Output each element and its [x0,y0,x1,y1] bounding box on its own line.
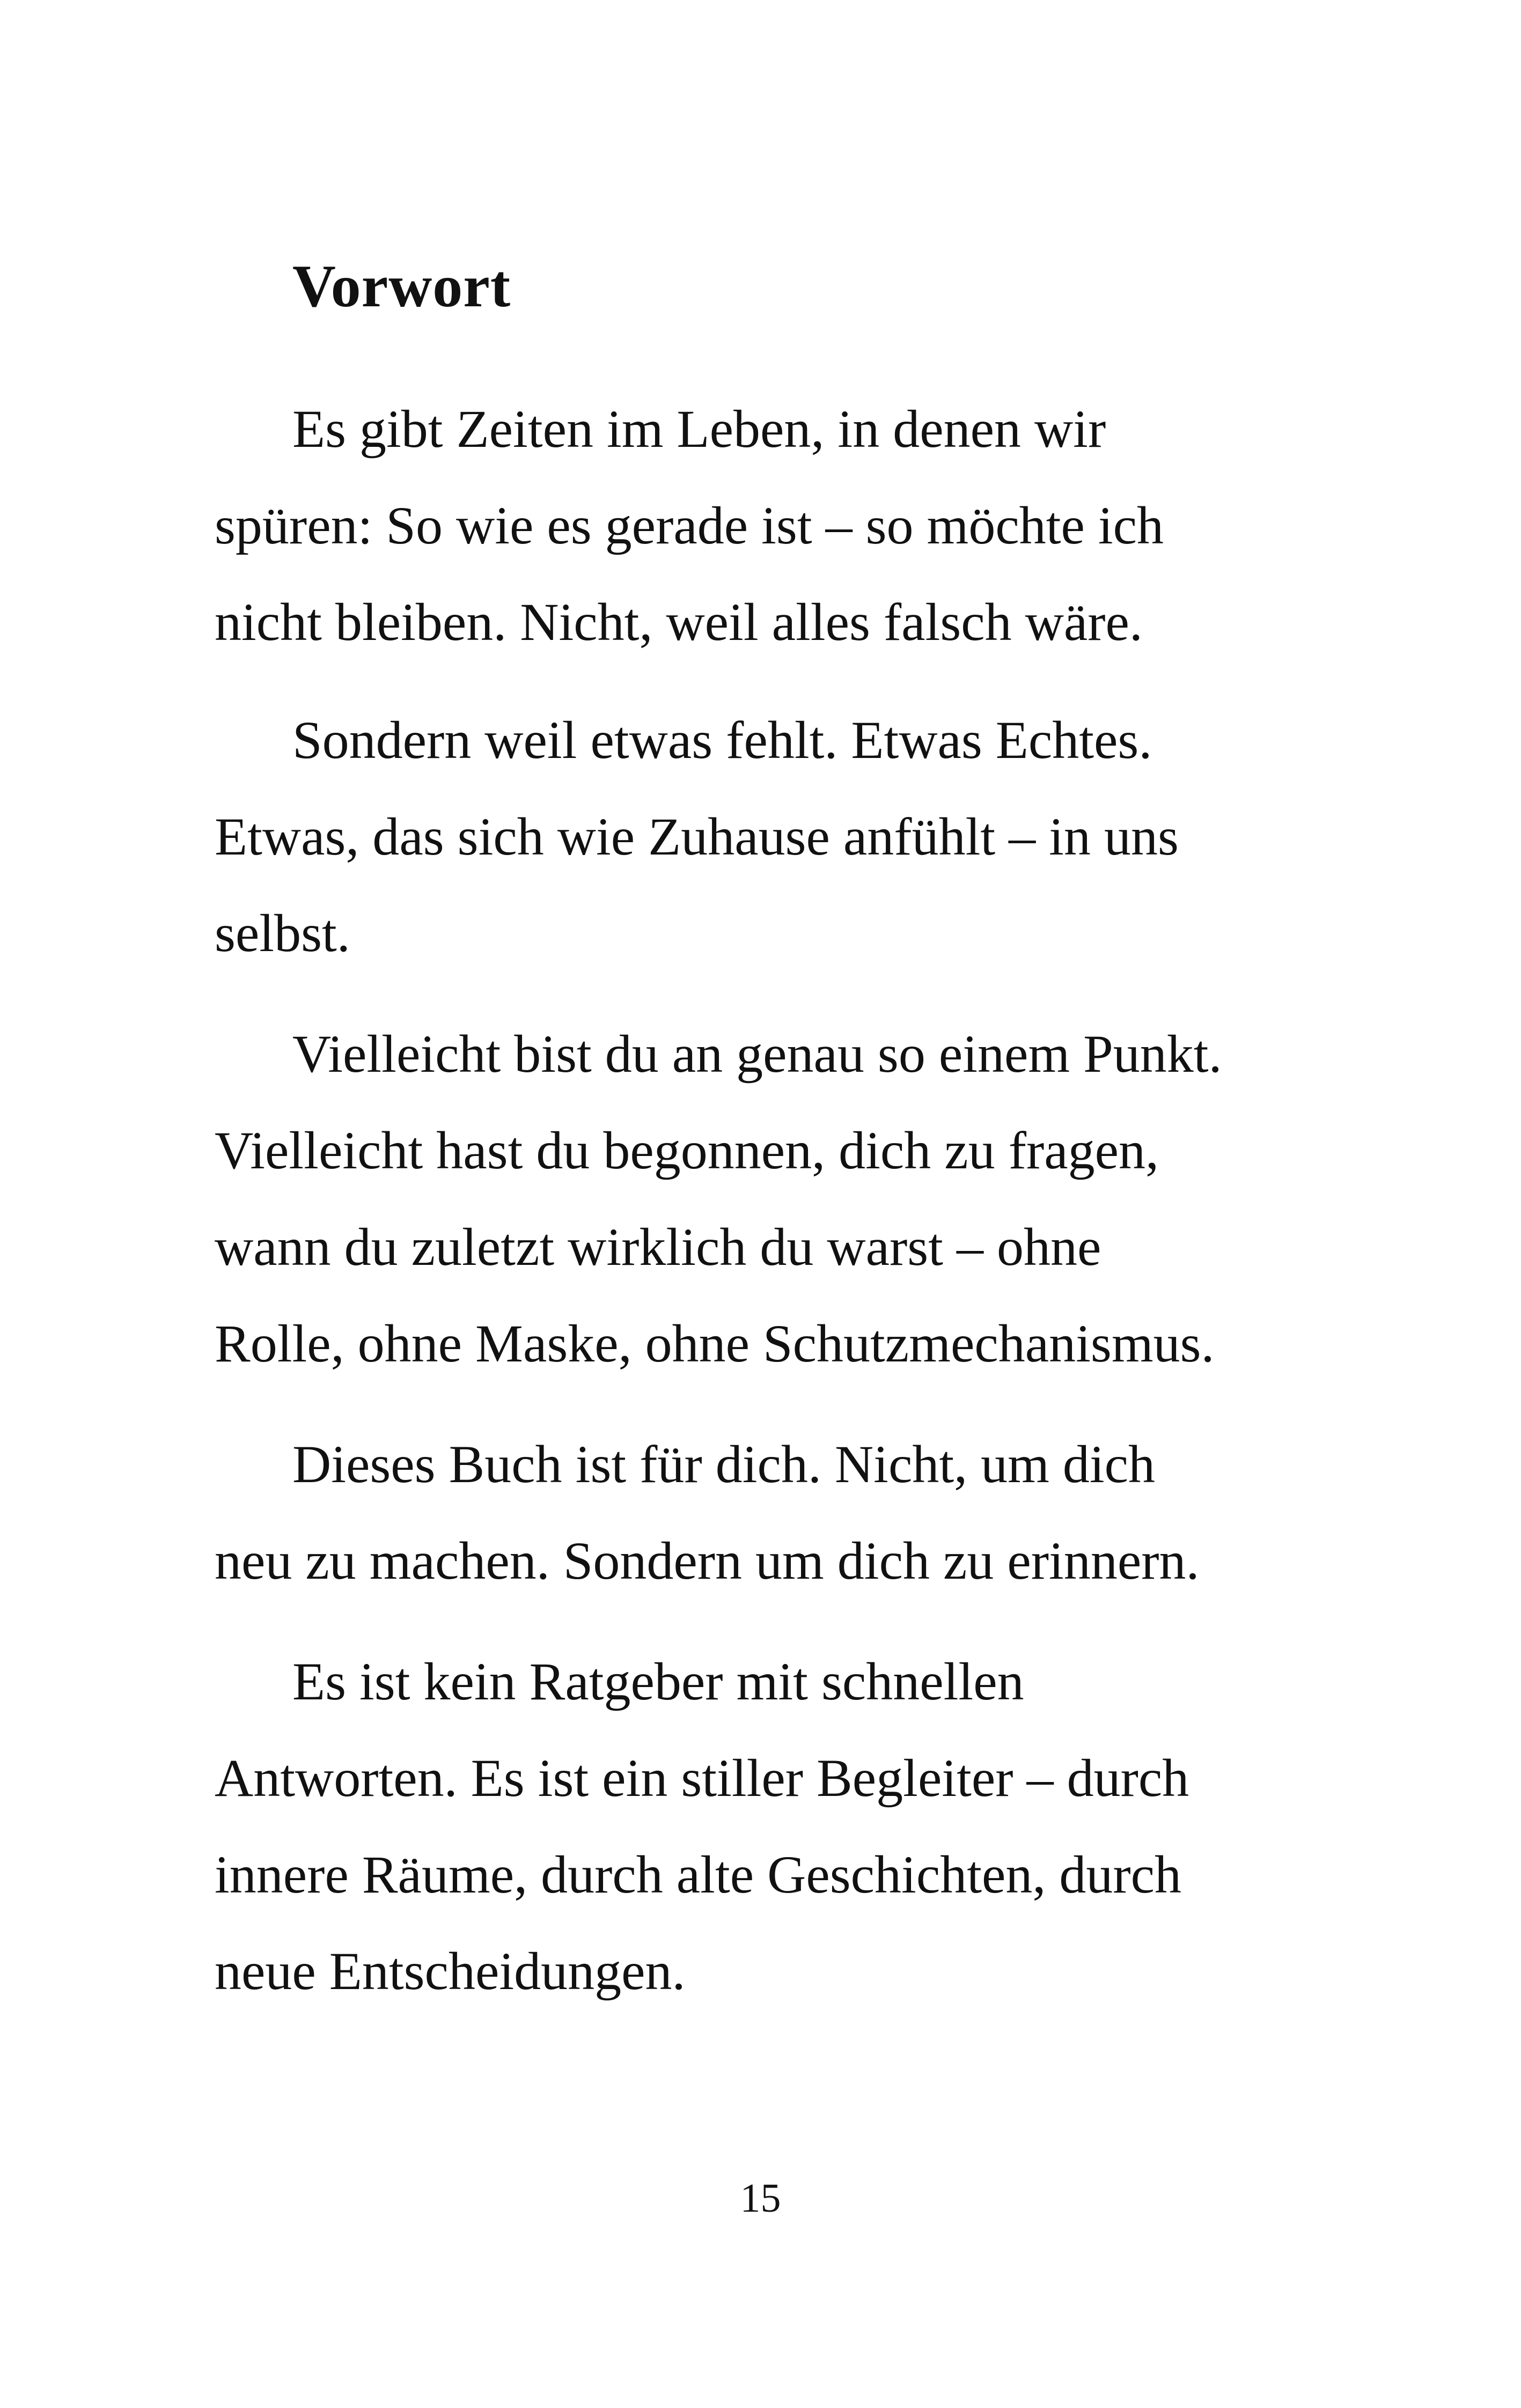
text-line: innere Räume, durch alte Geschichten, durch [215,1845,1182,1904]
text-line: Vielleicht hast du begonnen, dich zu fragen, [215,1121,1159,1180]
text-line: nicht bleiben. Nicht, weil alles falsch wäre. [215,592,1143,652]
text-line: neue Entscheidungen. [215,1941,686,2001]
chapter-heading: Vorwort [292,253,511,320]
text-line: neu zu machen. Sondern um dich zu erinnern. [215,1531,1200,1590]
text-line: Sondern weil etwas fehlt. Etwas Echtes. [292,710,1152,770]
text-line: Vielleicht bist du an genau so einem Punkt. [292,1024,1222,1084]
text-line: Etwas, das sich wie Zuhause anfühlt – in uns [215,807,1179,866]
text-line: Antworten. Es ist ein stiller Begleiter – durch [215,1748,1189,1808]
text-line: Es gibt Zeiten im Leben, in denen wir [292,399,1106,459]
page-number: 15 [740,2176,781,2221]
text-line: wann du zuletzt wirklich du warst – ohne [215,1217,1101,1277]
text-line: Rolle, ohne Maske, ohne Schutzmechanismus. [215,1314,1215,1373]
text-line: Es ist kein Ratgeber mit schnellen [292,1652,1024,1711]
text-line: selbst. [215,903,350,963]
text-line: Dieses Buch ist für dich. Nicht, um dich [292,1434,1156,1494]
text-line: spüren: So wie es gerade ist – so möchte ich [215,496,1164,555]
